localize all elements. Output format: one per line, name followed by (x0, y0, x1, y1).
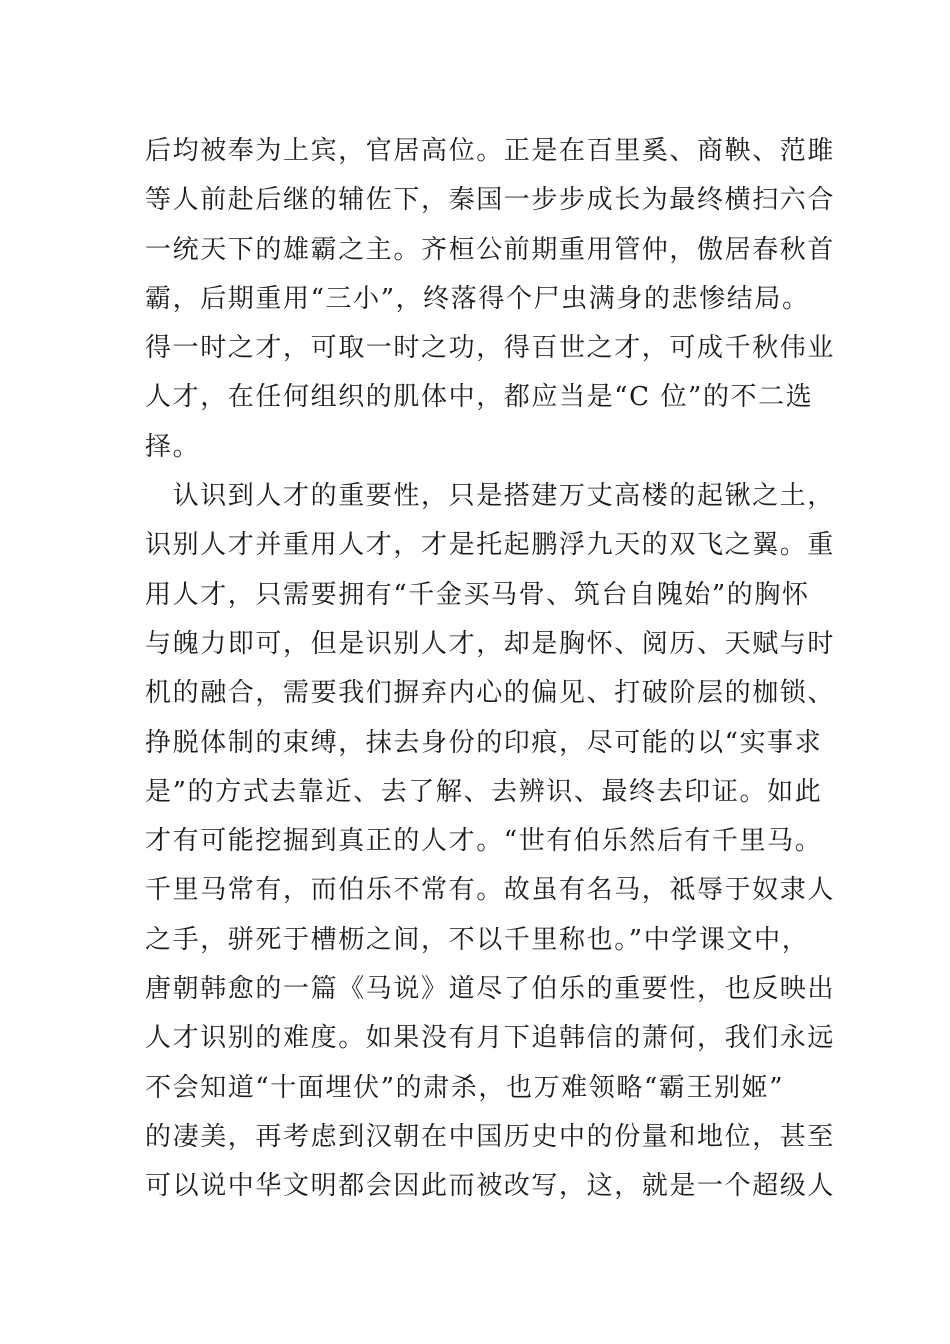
text-line: 唐朝韩愈的一篇《马说》道尽了伯乐的重要性，也反映出 (145, 974, 836, 1005)
text-line: 千里马常有，而伯乐不常有。故虽有名马，祗辱于奴隶人 (145, 875, 836, 906)
text-line: 用人才，只需要拥有“千金买马骨、筑台自隗始”的胸怀 (145, 579, 810, 610)
text-line: 人才，在任何组织的肌体中，都应当是“C 位”的不二选 (145, 382, 814, 413)
paragraph-1 (145, 127, 836, 472)
text-line: 一统天下的雄霸之主。齐桓公前期重用管仲，傲居春秋首 (145, 234, 836, 265)
text-line: 认识到人才的重要性，只是搭建万丈高楼的起锹之土， (145, 481, 836, 512)
document-body (145, 127, 836, 1212)
text-line: 人才识别的难度。如果没有月下追韩信的萧何，我们永远 (145, 1023, 836, 1054)
text-line: 霸，后期重用“三小”，终落得个尸虫满身的悲惨结局。 (145, 283, 810, 314)
text-line: 的凄美，再考虑到汉朝在中国历史中的份量和地位，甚至 (145, 1121, 836, 1152)
text-line: 等人前赴后继的辅佐下，秦国一步步成长为最终横扫六合 (145, 185, 836, 216)
text-line: 不会知道“十面埋伏”的肃杀，也万难领略“霸王别姬” (145, 1072, 785, 1103)
text-line: 与魄力即可，但是识别人才，却是胸怀、阅历、天赋与时 (145, 628, 836, 659)
text-line: 后均被奉为上宾，官居高位。正是在百里奚、商鞅、范雎 (145, 136, 836, 166)
text-line: 择。 (145, 431, 201, 462)
paragraph-2 (145, 472, 836, 1211)
text-line: 机的融合，需要我们摒弃内心的偏见、打破阶层的枷锁、 (145, 678, 836, 709)
text-line: 得一时之才，可取一时之功，得百世之才，可成千秋伟业 (145, 333, 836, 364)
text-line: 是”的方式去靠近、去了解、去辨识、最终去印证。如此 (145, 776, 823, 807)
text-line: 识别人才并重用人才，才是托起鹏浮九天的双飞之翼。重 (145, 530, 836, 561)
text-line: 才有可能挖掘到真正的人才。“世有伯乐然后有千里马。 (145, 826, 823, 857)
text-line: 可以说中华文明都会因此而被改写，这，就是一个超级人 (145, 1171, 836, 1202)
text-line: 之手，骈死于槽枥之间，不以千里称也。”中学课文中， (145, 924, 810, 955)
text-line: 挣脱体制的束缚，抹去身份的印痕，尽可能的以“实事求 (145, 727, 823, 758)
